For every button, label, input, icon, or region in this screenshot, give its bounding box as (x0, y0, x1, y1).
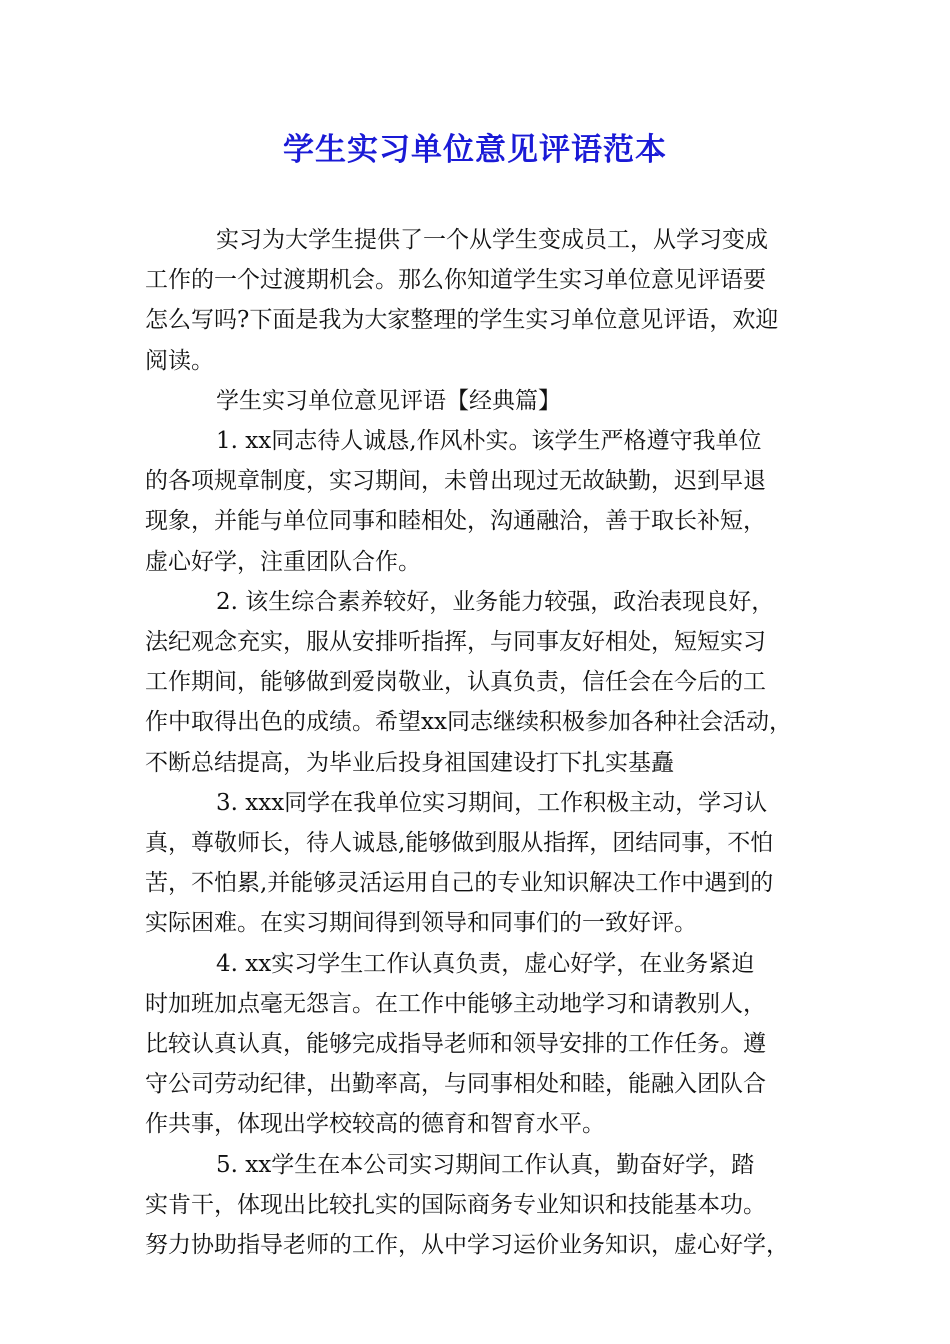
section-heading (145, 381, 817, 421)
text-line: 3. xxx同学在我单位实习期间，工作积极主动，学习认 (216, 789, 768, 816)
comment-item-2 (145, 582, 817, 783)
text-line: 不断总结提高，为毕业后投身祖国建设打下扎实基矗 (145, 749, 674, 776)
text-line: 工作的一个过渡期机会。那么你知道学生实习单位意见评语要 (145, 267, 766, 294)
document-title: 学生实习单位意见评语范本 (283, 132, 667, 168)
text-line: 实际困难。在实习期间得到领导和同事们的一致好评。 (145, 910, 697, 937)
text-line: 作共事，体现出学校较高的德育和智育水平。 (145, 1111, 605, 1138)
document-body (145, 220, 817, 1265)
text-line: 怎么写吗?下面是我为大家整理的学生实习单位意见评语，欢迎 (145, 307, 779, 334)
comment-item-1 (145, 421, 817, 582)
text-line: 1. xx同志待人诚恳,作风朴实。该学生严格遵守我单位 (216, 428, 762, 455)
text-line: 虚心好学，注重团队合作。 (145, 548, 421, 575)
text-line: 苦，不怕累,并能够灵活运用自己的专业知识解决工作中遇到的 (145, 870, 774, 897)
text-line: 现象，并能与单位同事和睦相处，沟通融洽，善于取长补短， (145, 508, 766, 535)
comment-item-5 (145, 1145, 817, 1266)
text-line: 比较认真认真，能够完成指导老师和领导安排的工作任务。遵 (145, 1031, 766, 1058)
text-line: 努力协助指导老师的工作，从中学习运价业务知识，虚心好学， (145, 1232, 789, 1259)
text-line: 5. xx学生在本公司实习期间工作认真，勤奋好学，踏 (216, 1151, 755, 1178)
text-line: 法纪观念充实，服从安排听指挥，与同事友好相处，短短实习 (145, 629, 766, 656)
text-line: 的各项规章制度，实习期间，未曾出现过无故缺勤，迟到早退 (145, 468, 766, 495)
text-line: 4. xx实习学生工作认真负责，虚心好学，在业务紧迫 (216, 950, 755, 977)
text-line: 真，尊敬师长，待人诚恳,能够做到服从指挥，团结同事，不怕 (145, 830, 774, 857)
text-line: 学生实习单位意见评语【经典篇】 (216, 387, 561, 414)
comment-item-3 (145, 783, 817, 944)
text-line: 时加班加点毫无怨言。在工作中能够主动地学习和请教别人， (145, 990, 766, 1017)
text-line: 实肯干，体现出比较扎实的国际商务专业知识和技能基本功。 (145, 1191, 766, 1218)
text-line: 工作期间，能够做到爱岗敬业，认真负责，信任会在今后的工 (145, 669, 766, 696)
text-line: 2. 该生综合素养较好，业务能力较强，政治表现良好， (216, 588, 775, 615)
text-line: 实习为大学生提供了一个从学生变成员工，从学习变成 (216, 227, 768, 253)
text-line: 阅读。 (145, 347, 214, 374)
intro-paragraph (145, 220, 817, 381)
text-line: 守公司劳动纪律，出勤率高，与同事相处和睦，能融入团队合 (145, 1071, 766, 1098)
comment-item-4 (145, 944, 817, 1145)
text-line: 作中取得出色的成绩。希望xx同志继续积极参加各种社会活动， (145, 709, 792, 736)
